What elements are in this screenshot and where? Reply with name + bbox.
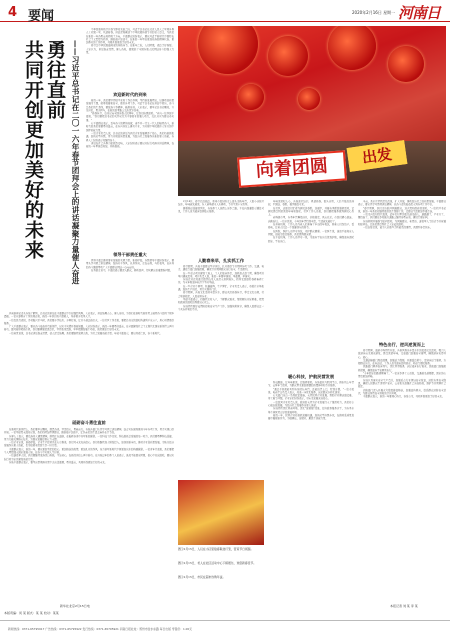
article-body-8: 科技赋能，让年味更浓，让服务更暖。各地依托互联网平台，推出线上年货节、云拜年等活动，为群众带来更加便捷的消费体验和节日服务。 "通过手机就能买到各地特色年货，还能送货上门，特别方便。"一位市民说。电商平台负责人表示，将进一步优化服务，满足群众多样化需求。 有关部门出台一系列政策措施，支持民营企业发展，帮助企业解决融资难、用工难等问题。企业家们纷纷表示，对未来发展充满信心。 一位民营企业负责人说，政府的支持为企业发展注入了强劲动力，我们将专心致志搞发展，为经济社会发展作出更大贡献。 各地持续优化营商环境，深化"放管服"改革，提升政务服务水平，为各类市场主体营造良好的发展环境。 新的一年，民营企业将抢抓发展机遇，加快转型升级步伐，在推动高质量发展中展现新作为，为稳增长、促就业、惠民生贡献力量。 <box>268 381 354 421</box>
section-name: 要闻 <box>28 9 55 24</box>
page-footer <box>0 620 450 640</box>
caption-2: 图②2月15日，老人在社区活动中心下棋娱乐，欢度新春佳节。 <box>178 561 257 565</box>
issue-date: 2020年2月16日 星期一 <box>352 10 396 15</box>
newspaper-logo: 河南日 <box>398 4 441 22</box>
article-body-9: 当前，我市正持续深化改革，扩大开放，推动经济社会高质量发展。干部群众表示，要认真学习贯彻讲话精神，以奋斗者的姿态投入到各项工作中去。 "春节期间，我们走访慰问困难群众，送去党和政府的温暖。"一位社区书记说，新的一年我们将继续做好民生保障工作，让群众生活更加幸福美满。 一位来自农村的代表说，近年来村里的变化越来越大，道路通了，产业兴了，腰包鼓了。我们要在乡村振兴道路上继续奋勇前进，建设美丽家园。 各地积极开展春节慰问活动，为困难群众、老党员、退役军人等送去节日祝福和慰问品，让他们感受到社会大家庭的温暖。 一位志愿者说，能为大家做些力所能及的事情，我感到非常快乐。 <box>358 200 446 230</box>
news-agency-note: 新华社北京2月15日电 <box>60 604 90 608</box>
page-header <box>0 0 450 22</box>
section-title-1: 欢迎新时代的到来 <box>113 92 147 97</box>
article-body-10: 春节期间，旅游市场持续升温，各景区推出丰富多彩的民俗文化活动，吸引大批游客前来观光游览，感受浓浓年味。文旅部门加强安全管理，确保游客玩得开心、放心。 交通运输部门周密部署，加强运力保障，开通直达班车、定制客运等服务，方便群众出行。在客运站，工作人员为旅客提供热水、药品等便民服务。 铁路部门增开临客列车，优化售票服务，满足旅客出行需求。民航部门加强航班保障，确保旅客平安顺利出行。 "今年回家的路更顺畅了。"一位返乡务工人员说，交通越来越便捷，回家的心情也更加舒畅。 各地认真落实安全生产责任，加强重点行业领域安全检查，消除各类安全隐患，确保人民群众生命财产安全。公安机关加强社会治安防控，维护节日期间社会稳定。 消防部门深入开展火灾隐患排查整治，加强宣传教育，提高群众消防安全意识，为群众营造安全祥和的节日环境。 干部群众表示，新的一年要同心协力，奋发有为，共同开创更加美好的未来。 <box>358 349 446 399</box>
byline: 本报记者 刘 某 李 某 <box>390 604 418 608</box>
page-number: 4 <box>8 5 18 20</box>
sub-headline: ——习近平总书记在二〇一六年春节团拜会上的讲话凝聚力量催人奋进 <box>71 40 80 285</box>
article-body-5: 2月14日，春节已经临近，郑州市民纷纷走上街头采购年货，大街小巷张灯结彩，年味越来越浓。各大商场超市人头攒动，节日气氛十分浓厚。 随着春运高峰的到来，各地务工人员踏上返乡之路。车站内温馨提示随处可见，工作人员为旅客提供贴心服务。 <box>178 200 264 213</box>
photo-shopping <box>178 480 264 545</box>
footer-text: 新闻热线：0371-65795917 广告热线：0371-65795922 发行热线：0371-65795921 河南日报社址：郑州市金水东路 每日出版 零售价：1.00元 <box>8 627 193 631</box>
headline-line1: 勇往直前 <box>44 40 66 120</box>
main-photo-festive-street <box>178 26 446 196</box>
page-credit: 本版责编：何 某 版式：某 某 校对：某某 <box>4 611 59 615</box>
article-body-6: 春节假期，各地干部群众坚守岗位，扎实做好节日期间各项工作。交通、电力、通信等部门加强保障，确保节日期间群众出行安全、生活便利。 在一些重点项目建设工地上，工人们放弃休息，加班加点赶工期，确保项目早日建成投用。项目负责人说，新的一年要早谋划、早部署、早落实。 各地农业农村部门组织技术人员深入田间地头，指导农民做好春耕备耕工作，为全年粮食丰收打下坚实基础。 在一些企业车间里，机器轰鸣，生产繁忙。企业负责人表示，将抓住市场机遇，加快生产进度，努力实现开门红。 春节期间，各地文化活动丰富多彩，群众欢度新春佳节，享受文化盛宴，社会和谐稳定，人民安居乐业。 基层干部表示，将继续走村入户，了解群众需求，帮助解决实际困难，把党和政府的温暖送到群众心坎上。 各地持续做好疫情防控和安全生产工作，加强值班值守，确保人民群众过一个欢乐祥和的节日。 <box>178 265 264 311</box>
caption-1: 图①2月15日，人们在小区里贴春联挂灯笼，营造节日氛围。 <box>178 547 254 551</box>
section-title-8: 特色出行，逆风逆流而上 <box>378 342 426 347</box>
section-title-5: 人勤春来早，扎实抓工作 <box>197 258 245 263</box>
main-headline <box>4 40 66 310</box>
caption-3: 图③2月15日，市民在超市选购年货。 <box>178 575 226 579</box>
section-title-2: 领导干部责任重大 <box>113 252 147 257</box>
article-body-7: 年味浓浓暖人心，各地张灯结彩，喜迎新春。街头巷尾，大红灯笼高高挂起，中国结、春联、福字随处可见。 在社区，志愿者们忙着为居民送春联、送福字，开展各类便民服务活动，让居民感受到浓浓的年味和温暖。社区工作人员说，我们要把服务做到居民心坎上。 商场超市里，各类年货琳琅满目，价格稳定，供应充足。市民们精心挑选，满载而归。一位市民说，今年的年货特别丰富，生活越来越好了。 在养老机构，工作人员为老人们准备了丰盛的年夜饭，陪老人们包饺子、看春晚，让老人们过一个温馨快乐的春节。 在医院，医护人员坚守岗位，守护群众健康。一位医生说，虽然不能和家人团聚，但能为患者服务，我们感到很光荣。 在车站机场，工作人员坚守一线，为旅客平安出行保驾护航，确保旅客温暖回家、平安出行。 <box>268 200 354 243</box>
photo-banner-main: 向着团圆 <box>237 150 347 187</box>
photo-banner-sub: 出发 <box>347 140 408 172</box>
article-intro: 中华民族传统节日春节即将来临之际，习近平总书记在北京人民大会堂同各界人士欢聚一堂，共迎新春。讲话深刻阐述了中华民族传统节日的重大意义，为我们在新的一年奋勇前进指明了方向。干部群众纷纷表示，要以习近平新时代中国特色社会主义思想为指导，撸起袖子加油干，在新的一年里以更加昂扬的精神状态、更加务实的工作作风，共同开创更加美好的未来。 春节是中华民族最隆重的传统佳节，在新年之际，人们团聚，表达美好祝愿。大家认为，讲话饱含深情，催人奋进，凝聚起了全国各族人民团结奋斗的强大力量。 <box>86 28 174 55</box>
section-title-3: 砥砺奋斗勇往直前 <box>72 420 106 425</box>
article-body-4: 在新时代新征程上，我们要牢记嘱托，感恩奋进，坚定信心，勇毅前行。各地各部门认真学习领会讲话精神，结合实际谋划推进今年各项工作，努力实现良好开局。一位基层党支部书记说，我们将团结带领群众，撸起袖子加油干，让乡亲们的生活芝麻开花节节高。 各界人士表示，要弘扬伟大建党精神，赓续红色血脉，在砥砺奋进中书写新的篇章。一位科技工作者说，科技创新是发展的第一动力，我们要勇攀科技高峰，努力突破关键核心技术，为国家发展提供有力支撑。 一位企业家说，新春伊始，企业生产经营正在有序推进，我们对未来充满信心。我们将继续加大研发投入，加快创新步伐，推动企业高质量发展，为地方经济发展作出更大贡献，也为稳就业保民生尽一份力量。 干部群众表示，新的一年，要以更加坚定的信心、更加饱满的热情、更加扎实的作风，奋力谱写新时代中原更加出彩的绚丽篇章。一位青年代表说，我们要把个人理想融入国家发展大局，在奋斗中实现人生价值。 一位退役军人说，我们要继续发扬优良传统，不忘初心，在新的岗位上再立新功。在外地过年的务工人员表示，虽然不能回家团圆，但心中充满温暖，要以实际行动为家乡建设贡献力量。 各地干部群众表示，要坚决贯彻落实党中央决策部署，勇往直前，共同开创更加美好的未来。 <box>4 428 174 464</box>
headline-line2: 共同开创更加美好的未来 <box>22 40 44 260</box>
article-body-3: 河南新闻记者从各地了解到，总书记的讲话在干部群众中引起强烈共鸣。大家表示，讲话鼓舞人心、催人奋进，为我们在新时代新征程上接续奋斗提供了根本遵循。一位从事教育工作的同志说，新的一年我们将立德树人，培养更多优秀人才。 一位农民代表说，乡村振兴正当时，我们要多学技术、多种好地，让日子越过越红火。一位社区工作者说，要把总书记的温暖传递到千家万户，用心用情做好服务。 广大干部群众表示，要以奋斗姿态开启新征程，以实干实绩开创新局面。大家纷纷表示，新的一年要勇往直前，在全面建设社会主义现代化国家新征程上再立新功。面对新形势新任务，我们要增强忧患意识，坚持底线思维，牢牢把握发展主动权，创造更加美好的未来。 一位老党员说，总书记讲话饱含深情，使人深受鼓舞。我们要继续发挥余热，为社会发展贡献力量。年轻干部表示，要以青春之我，奋斗新时代。 <box>4 312 174 335</box>
article-body-1: 新的一年，我们要坚持稳中求进工作总基调，坚持新发展理念，以推动高质量发展为主题，统筹发展和安全，做好各项工作。习近平总书记在讲话中指出，奋斗是我们的生命线，要发扬斗争精神，砥砺奋进。大家表示，要牢记总书记嘱托，立足岗位，勇于担当，在新的赶考路上交出优异答卷。 "新春佳节，总书记向全国各族人民拜年，让我们倍感温暖。"省内一位基层干部说，"我们要把总书记的关怀转化为干事创业的强大动力，扎扎实实为群众办实事。" 有干部群众表示，百年奋斗的辉煌成就，离不开一代又一代人的接续奋斗，新时代的我们更要勇往直前，在各自岗位上建功立业，为实现中华民族伟大复兴的中国梦贡献力量。 一位企业负责人说，总书记的讲话为我们企业发展增添了信心，我们将抢抓机遇，加快转型升级，努力实现高质量发展，为经济社会发展作出新的更大贡献。各界人士纷纷表示将继续奋斗。 讲话在社会各界引起热烈反响，大家纷纷表示要以实际行动落实讲话精神，在新的一年里锐意进取、开拓创新。 <box>86 99 174 149</box>
article-body-2: 领导干部是推动事业发展的关键力量。新春伊始，各级领导干部纷纷表示，要带头学习领会讲话精神，发扬实干作风，以身作则，走在前列，当好表率，以自身的奋斗激励带动广大干部群众团结一心向前进。 在基层走访中，干部们表示要深入群众，倾听民声，切实解决急难愁盼问题。 <box>86 259 174 272</box>
section-title-7: 暖心科技，护航民营发展 <box>287 374 335 379</box>
